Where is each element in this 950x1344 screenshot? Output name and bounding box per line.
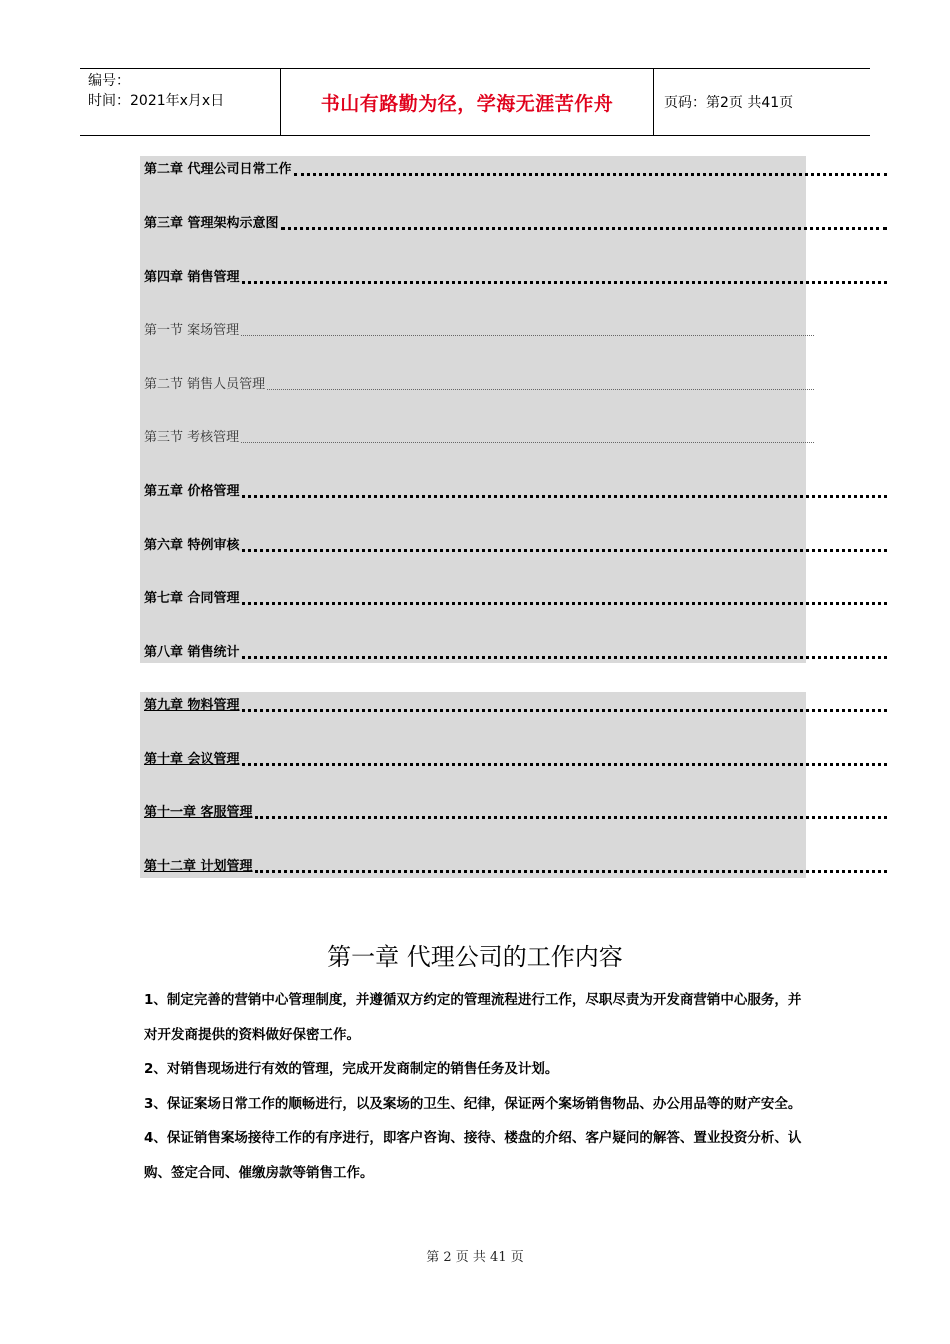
toc-entry-label: 第八章 销售统计	[144, 645, 240, 660]
page-footer: 第 2 页 共 41 页	[426, 1250, 524, 1265]
toc-leader	[281, 227, 887, 230]
body-paragraph: 2、对销售现场进行有效的管理，完成开发商制定的销售任务及计划。	[144, 1061, 559, 1078]
toc-entry[interactable]	[144, 160, 887, 180]
toc-entry[interactable]	[144, 375, 814, 395]
document-time-label: 时间：2021年x月x日	[88, 93, 225, 109]
body-paragraph: 4、保证销售案场接待工作的有序进行，即客户咨询、接待、楼盘的介绍、客户疑问的解答、置业投资分析、认购、签定合同、催缴房款等销售工作。	[144, 1130, 802, 1181]
toc-entry-label: 第三章 管理架构示意图	[144, 216, 279, 231]
header-page-info: 页码：第2页 共41页	[664, 95, 794, 111]
header-motto: 书山有路勤为径，学海无涯苦作舟	[320, 92, 614, 115]
toc-leader	[241, 442, 814, 443]
toc-entry-label: 第二节 销售人员管理	[144, 377, 266, 392]
toc-entry-label: 第十二章 计划管理	[144, 859, 253, 874]
toc-entry[interactable]	[144, 536, 887, 556]
toc-entry[interactable]	[144, 428, 814, 448]
toc-entry-label: 第四章 销售管理	[144, 270, 240, 285]
header-table	[80, 68, 870, 136]
toc-entry[interactable]	[144, 589, 887, 609]
toc-leader	[242, 763, 887, 766]
toc-highlight	[140, 692, 806, 878]
header-meta	[88, 71, 278, 111]
toc-leader	[242, 709, 887, 712]
toc-entry-label: 第十一章 客服管理	[144, 805, 253, 820]
toc-entry[interactable]	[144, 803, 887, 823]
toc-entry[interactable]	[144, 321, 814, 341]
toc-entry[interactable]	[144, 214, 887, 234]
toc-leader	[242, 549, 887, 552]
toc-entry-label: 第一节 案场管理	[144, 323, 240, 338]
toc-entry-label: 第六章 特例审核	[144, 538, 240, 553]
toc-entry-label: 第五章 价格管理	[144, 484, 240, 499]
toc-entry-label: 第七章 合同管理	[144, 591, 240, 606]
toc-entry-label: 第九章 物料管理	[144, 698, 240, 713]
toc-entry[interactable]	[144, 750, 887, 770]
body-paragraph: 1、制定完善的营销中心管理制度，并遵循双方约定的管理流程进行工作，尽职尽责为开发商营销中心服务，并对开发商提供的资料做好保密工作。	[144, 992, 802, 1043]
toc-leader	[255, 870, 887, 873]
toc-leader	[242, 602, 887, 605]
toc-entry[interactable]	[144, 482, 887, 502]
toc-leader	[241, 335, 814, 336]
toc-entry-label: 第三节 考核管理	[144, 430, 240, 445]
toc-leader	[294, 173, 887, 176]
toc-entry-label: 第十章 会议管理	[144, 752, 240, 767]
header-divider	[653, 69, 654, 135]
chapter-body	[144, 983, 814, 1191]
toc-entry-label: 第二章 代理公司日常工作	[144, 162, 292, 177]
toc-leader	[242, 656, 887, 659]
toc-entry[interactable]	[144, 643, 887, 663]
toc-leader	[242, 281, 887, 284]
toc-leader	[242, 495, 887, 498]
toc-entry[interactable]	[144, 857, 887, 877]
toc-leader	[255, 816, 887, 819]
toc-entry[interactable]	[144, 696, 887, 716]
toc-entry[interactable]	[144, 268, 887, 288]
document-number-label: 编号：	[88, 73, 130, 89]
toc-leader	[267, 389, 814, 390]
chapter-title: 第一章 代理公司的工作内容	[327, 943, 623, 971]
body-paragraph: 3、保证案场日常工作的顺畅进行，以及案场的卫生、纪律，保证两个案场销售物品、办公用品等的财产安全。	[144, 1095, 802, 1112]
